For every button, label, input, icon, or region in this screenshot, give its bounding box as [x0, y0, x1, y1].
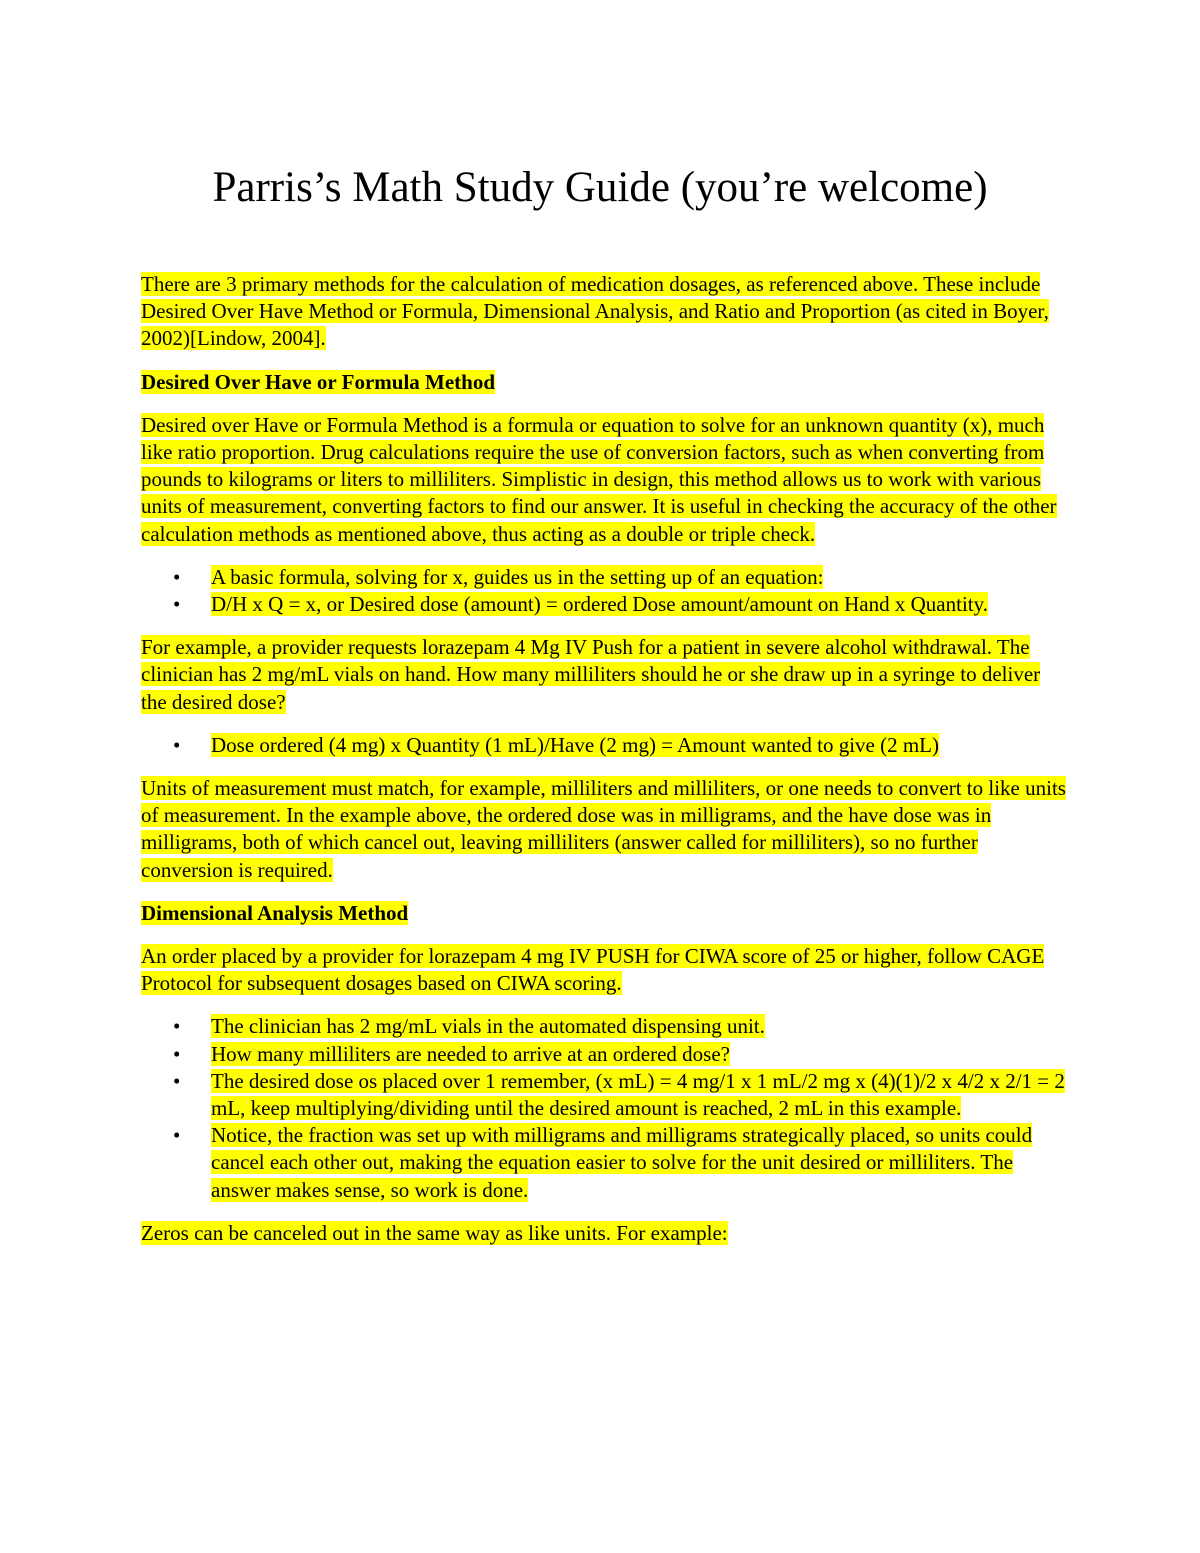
document-body [141, 271, 1066, 1263]
bullet-icon: • [173, 564, 181, 589]
list-item [141, 732, 1066, 759]
list-item [141, 1041, 1066, 1068]
bullet-icon: • [173, 1123, 181, 1148]
list-item-text: Dose ordered (4 mg) x Quantity (1 mL)/Have (2 mg) = Amount wanted to give (2 mL) [211, 732, 940, 757]
bullet-icon: • [173, 1014, 181, 1039]
zeros-text: Zeros can be canceled out in the same way as like units. For example: [141, 1220, 728, 1245]
list-item-text: How many milliliters are needed to arrive at an ordered dose? [211, 1041, 730, 1066]
bullet-icon: • [173, 1041, 181, 1066]
list-item-text: The clinician has 2 mg/mL vials in the automated dispensing unit. [211, 1014, 765, 1039]
section2-heading-text: Dimensional Analysis Method [141, 900, 409, 925]
units-text: Units of measurement must match, for example, milliliters and milliliters, or one needs to convert to like units of measurement. In the example above, the ordered dose was in milligrams, and the have dose was in milligrams, both of which cancel out, leaving milliliters (answer called for milliliters), so no further conversion is required. [141, 776, 1066, 882]
example-paragraph [141, 634, 1066, 716]
zeros-paragraph [141, 1220, 1066, 1247]
dimensional-bullet-list [141, 1013, 1066, 1203]
example-text: For example, a provider requests lorazepam 4 Mg IV Push for a patient in severe alcohol withdrawal. The clinician has 2 mg/mL vials on hand. How many milliliters should he or she draw up in a syringe to deliver the desired dose? [141, 635, 1041, 714]
section2-paragraph-text: An order placed by a provider for lorazepam 4 mg IV PUSH for CIWA score of 25 or higher, follow CAGE Protocol for subsequent dosages based on CIWA scoring. [141, 944, 1045, 996]
intro-paragraph [141, 271, 1066, 353]
list-item [141, 591, 1066, 618]
section1-paragraph [141, 412, 1066, 548]
list-item-text: A basic formula, solving for x, guides us in the setting up of an equation: [211, 564, 824, 589]
section-heading-dimensional-analysis [141, 900, 1066, 927]
list-item [141, 1122, 1066, 1204]
list-item-text: Notice, the fraction was set up with milligrams and milligrams strategically placed, so units could cancel each other out, making the equation easier to solve for the unit desired or milliliters. The answer makes sense, so work is done. [211, 1123, 1033, 1202]
intro-text: There are 3 primary methods for the calculation of medication dosages, as referenced above. These include Desired Over Have Method or Formula, Dimensional Analysis, and Ratio and Proportion (as cited in Boyer, 2002)[Lindow, 2004]. [141, 272, 1049, 351]
section2-paragraph [141, 943, 1066, 997]
section1-paragraph-text: Desired over Have or Formula Method is a formula or equation to solve for an unknown quantity (x), much like ratio proportion. Drug calculations require the use of conversion factors, such as when converting from pounds to kilograms or liters to milliliters. Simplistic in design, this method allows us to work with various units of measurement, converting factors to find our answer. It is useful in checking the accuracy of the other calculation methods as mentioned above, thus acting as a double or triple check. [141, 412, 1057, 546]
list-item-text: D/H x Q = x, or Desired dose (amount) = ordered Dose amount/amount on Hand x Quantity. [211, 592, 988, 617]
bullet-icon: • [173, 592, 181, 617]
section-heading-desired-over-have [141, 369, 1066, 396]
list-item [141, 564, 1066, 591]
list-item [141, 1068, 1066, 1122]
example-bullet-list [141, 732, 1066, 759]
list-item-text: The desired dose os placed over 1 remember, (x mL) = 4 mg/1 x 1 mL/2 mg x (4)(1)/2 x 4/2 x 2/1 = 2 mL, keep multiplying/dividing until the desired amount is reached, 2 mL in this example. [211, 1068, 1065, 1121]
document-title: Parris’s Math Study Guide (you’re welcome) [212, 164, 988, 211]
section1-heading-text: Desired Over Have or Formula Method [141, 369, 496, 394]
list-item [141, 1013, 1066, 1040]
bullet-icon: • [173, 732, 181, 757]
formula-bullet-list [141, 564, 1066, 618]
bullet-icon: • [173, 1068, 181, 1093]
units-paragraph [141, 775, 1066, 884]
